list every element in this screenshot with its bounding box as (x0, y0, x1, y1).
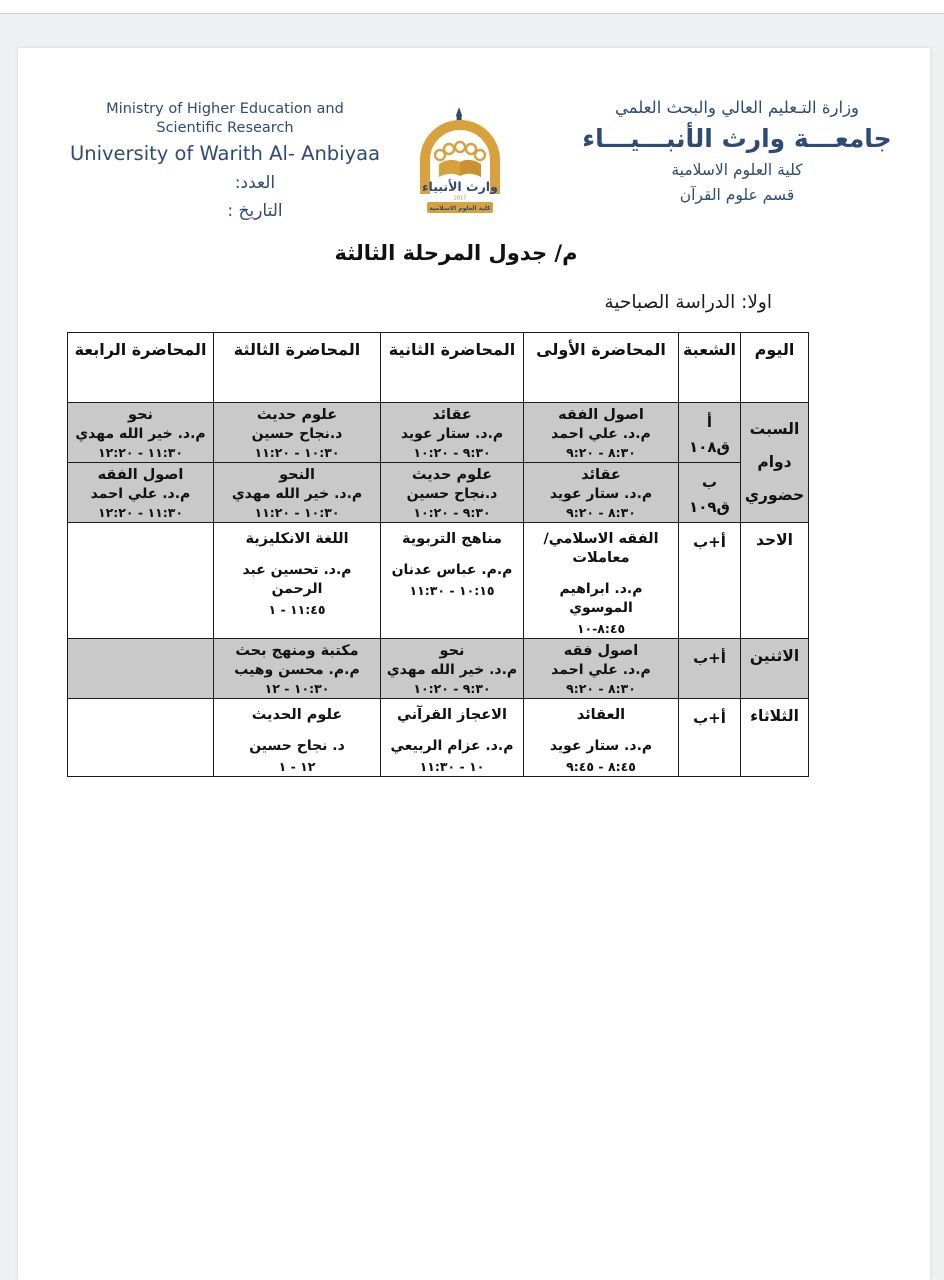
lecture-cell-4 (68, 463, 214, 523)
schedule-row-4 (68, 699, 809, 777)
lecture-time: ٩:٣٠ - ١٠:٢٠ (413, 445, 491, 460)
schedule-row-0 (68, 403, 809, 463)
column-header-3: المحاضرة الثانية (381, 333, 524, 403)
lecture-teacher: م.د. علي احمد (551, 426, 651, 442)
section-cell (679, 639, 741, 699)
day-line: الاحد (756, 531, 793, 549)
lecture-subject: اللغة الانكليزية (245, 531, 349, 547)
ministry-name-ar: وزارة التـعليم العالي والبحث العلمي (614, 98, 860, 117)
lecture-cell-1 (524, 639, 679, 699)
ministry-name-en-line2: Scientific Research (156, 120, 294, 136)
lecture-subject: عقائد (581, 467, 621, 483)
lecture-subject: اصول الفقه (558, 407, 644, 423)
lecture-teacher: م.د. ستار عويد (549, 738, 653, 754)
lecture-teacher: م.د. خير الله مهدي (386, 662, 518, 678)
day-line: السبت (749, 420, 800, 438)
lecture-time: ١٠:١٥ - ١١:٣٠ (409, 583, 495, 598)
university-logo (411, 106, 509, 220)
lecture-subject: نحو (128, 407, 153, 423)
lecture-subject: علوم حديث (411, 467, 493, 483)
section-line: ب (701, 473, 718, 491)
lecture-cell-3 (214, 403, 381, 463)
lecture-time: ٩:٣٠ - ١٠:٢٠ (413, 505, 491, 520)
lecture-subject: علوم حديث (256, 407, 338, 423)
lecture-subject: مناهج التربوية (401, 531, 503, 547)
number-label: العدد: (234, 173, 276, 193)
section-line: أ+ب (693, 649, 726, 667)
lecture-time: ٨:٣٠ - ٩:٢٠ (566, 445, 636, 460)
lecture-cell-4 (68, 403, 214, 463)
day-line: حضوري (744, 486, 805, 504)
lecture-time: ١٠:٣٠ - ١١:٢٠ (254, 445, 340, 460)
lecture-cell-1 (524, 699, 679, 777)
section-line: ق١٠٩ (689, 498, 730, 516)
lecture-subject: نحو (439, 643, 465, 659)
lecture-cell-1 (524, 523, 679, 639)
lecture-time: ١٠:٣٠ - ١٢ (264, 681, 330, 696)
schedule-row-2 (68, 523, 809, 639)
page-title: م/ جدول المرحلة الثالثة (334, 241, 578, 265)
lecture-subject: اصول فقه (563, 643, 639, 659)
viewer-top-strip (0, 0, 944, 14)
logo-minaret-icon (456, 107, 462, 116)
schedule-row-1 (68, 463, 809, 523)
lecture-subject: الاعجاز القرآني (397, 707, 507, 723)
university-name-en: University of Warith Al- Anbiyaa (69, 142, 381, 165)
lecture-teacher: م.م. عباس عدنان (391, 562, 513, 578)
section-line: أ (706, 413, 713, 431)
lecture-cell-3 (214, 463, 381, 523)
logo-year: 2017 (453, 195, 467, 202)
department-name-ar: قسم علوم القرآن (679, 186, 795, 204)
section-cell (679, 463, 741, 523)
lecture-time: ١١:٣٠ - ١٢:٢٠ (98, 445, 183, 460)
lecture-cell-2 (381, 699, 524, 777)
day-line: الاثنين (749, 647, 800, 665)
lecture-teacher: م.د. عزام الربيعي (390, 738, 514, 754)
day-cell (741, 523, 809, 639)
lecture-cell-3 (214, 699, 381, 777)
lecture-teacher: م.م. محسن وهيب (234, 662, 360, 678)
lecture-cell-2 (381, 463, 524, 523)
day-line: الثلاثاء (750, 707, 799, 725)
column-header-5: المحاضرة الرابعة (68, 333, 214, 403)
lecture-subject: النحو (279, 467, 315, 483)
lecture-time: ١٠:٣٠ - ١١:٢٠ (254, 505, 340, 520)
section-line: أ+ب (693, 709, 726, 727)
lecture-teacher: م.د. خير الله مهدي (75, 426, 206, 442)
lecture-subject: الفقه الاسلامي/ معاملات (543, 531, 659, 566)
day-cell (741, 699, 809, 777)
schedule-table (67, 332, 809, 777)
lecture-teacher: د.نجاح حسين (251, 426, 343, 442)
section-cell (679, 699, 741, 777)
day-cell (741, 639, 809, 699)
header-english (65, 100, 385, 167)
logo-banner-text: كلية العلوم الاسلامية (429, 205, 491, 212)
lecture-subject: عقائد (432, 407, 472, 423)
lecture-cell-1 (524, 463, 679, 523)
lecture-subject: علوم الحديث (251, 707, 343, 723)
lecture-time: ١١:٤٥ - ١ (268, 602, 326, 617)
lecture-cell-4 (68, 523, 214, 639)
section-line: ق١٠٨ (689, 438, 730, 456)
lecture-teacher: م.د. خير الله مهدي (231, 486, 363, 502)
ministry-name-en-line1: Ministry of Higher Education and (106, 101, 344, 117)
lecture-time: ٨:٣٠ - ٩:٢٠ (566, 681, 636, 696)
lecture-cell-2 (381, 639, 524, 699)
header-document-labels (180, 169, 330, 225)
lecture-time: ١١:٣٠ - ١٢:٢٠ (98, 505, 183, 520)
lecture-subject: مكتبة ومنهج بحث (235, 643, 359, 659)
lecture-teacher: د.نجاح حسين (406, 486, 498, 502)
university-logo-graphic (411, 106, 509, 220)
lecture-teacher: م.د. ستار عويد (549, 486, 653, 502)
lecture-cell-2 (381, 403, 524, 463)
lecture-teacher: م.د. ابراهيم الموسوي (559, 581, 643, 616)
logo-university-name: وارث الأنبياء (422, 179, 498, 194)
lecture-cell-2 (381, 523, 524, 639)
schedule-row-3 (68, 639, 809, 699)
lecture-cell-4 (68, 699, 214, 777)
lecture-cell-3 (214, 639, 381, 699)
college-name-ar: كلية العلوم الاسلامية (671, 161, 803, 179)
page-subtitle: اولا: الدراسة الصباحية (604, 292, 772, 313)
section-cell (679, 523, 741, 639)
lecture-time: ٨:٤٥ - ٩:٤٥ (566, 759, 636, 774)
lecture-cell-1 (524, 403, 679, 463)
lecture-teacher: م.د. تحسين عبد الرحمن (242, 562, 352, 597)
section-cell (679, 403, 741, 463)
lecture-subject: العقائد (576, 707, 626, 723)
logo-book-icon (439, 160, 460, 177)
lecture-cell-4 (68, 639, 214, 699)
university-name-ar: جامعـــة وارث الأنبـــيـــاء (582, 124, 892, 153)
lecture-time: ٨:٤٥-١٠ (576, 621, 626, 636)
lecture-time: ٩:٣٠ - ١٠:٢٠ (413, 681, 491, 696)
lecture-cell-3 (214, 523, 381, 639)
column-header-0: اليوم (741, 333, 809, 403)
lecture-teacher: م.د. علي احمد (90, 486, 191, 502)
lecture-teacher: م.د. علي احمد (551, 662, 651, 678)
day-line: دوام (757, 453, 792, 471)
section-line: أ+ب (693, 533, 726, 551)
column-header-1: الشعبة (679, 333, 741, 403)
column-header-2: المحاضرة الأولى (524, 333, 679, 403)
lecture-teacher: م.د. ستار عويد (400, 426, 504, 442)
lecture-teacher: د. نجاح حسين (249, 738, 345, 754)
lecture-subject: اصول الفقه (97, 467, 184, 483)
lecture-time: ١٠ - ١١:٣٠ (419, 759, 485, 774)
lecture-time: ١٢ - ١ (278, 759, 316, 774)
column-header-4: المحاضرة الثالثة (214, 333, 381, 403)
date-label: التاريخ : (227, 201, 283, 221)
day-cell (741, 403, 809, 523)
lecture-time: ٨:٣٠ - ٩:٢٠ (566, 505, 636, 520)
header-arabic (570, 95, 904, 207)
